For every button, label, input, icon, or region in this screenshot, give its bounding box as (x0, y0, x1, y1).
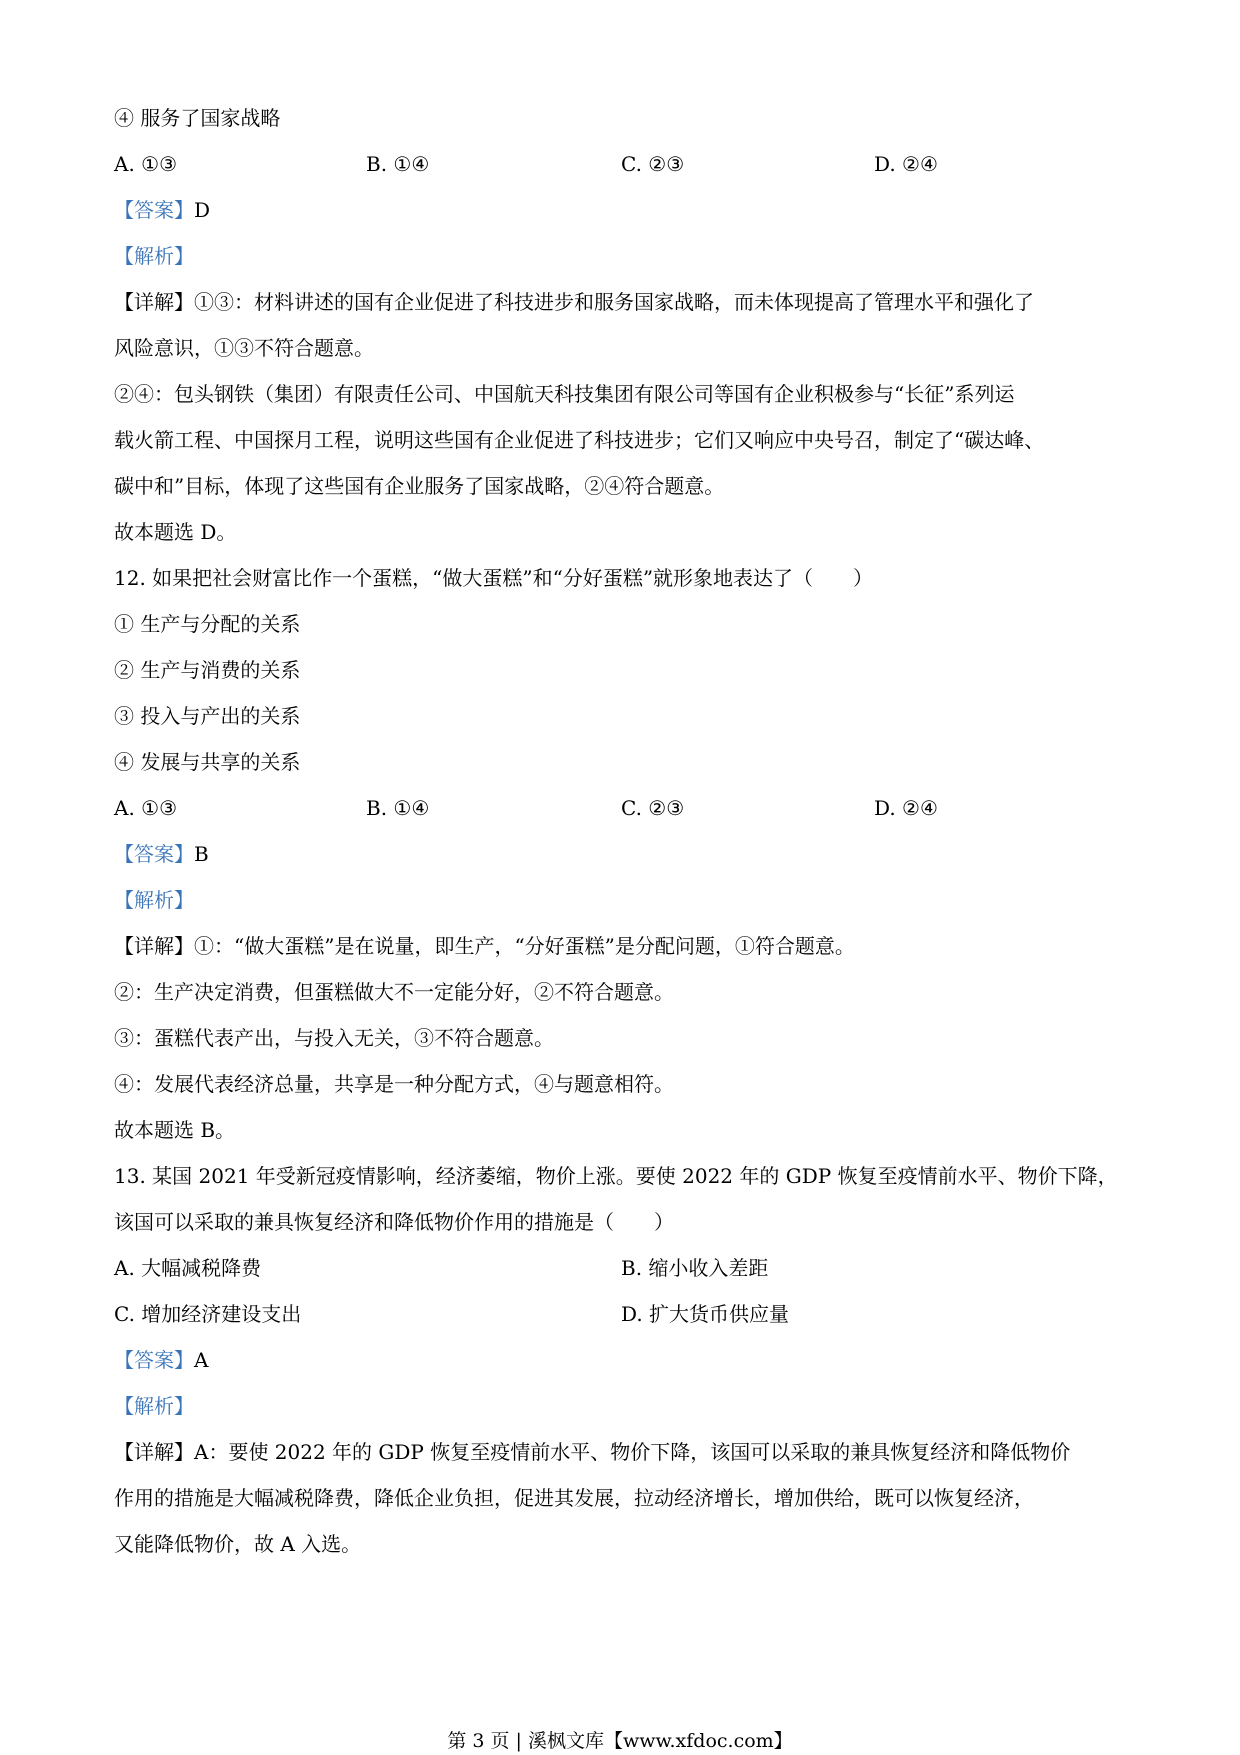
q11-detail-line: 【详解】①③：材料讲述的国有企业促进了科技进步和服务国家战略，而未体现提高了管理水平和强化了 (114, 290, 1034, 314)
q12-option-c: C. ②③ (621, 796, 685, 820)
q12-detail-line: ③：蛋糕代表产出，与投入无关，③不符合题意。 (114, 1026, 554, 1050)
q12-detail-line: 【详解】①：“做大蛋糕”是在说量，即生产，“分好蛋糕”是分配问题，①符合题意。 (114, 934, 855, 958)
q11-item-4: ④ 服务了国家战略 (114, 106, 281, 130)
q12-option-b: B. ①④ (366, 796, 430, 820)
q11-option-d: D. ②④ (874, 152, 938, 176)
answer-tag: 【答案】 (114, 842, 194, 866)
answer-value: B (194, 842, 209, 866)
q12-detail-line: ②：生产决定消费，但蛋糕做大不一定能分好，②不符合题意。 (114, 980, 674, 1004)
q11-detail-line: 碳中和”目标，体现了这些国有企业服务了国家战略，②④符合题意。 (114, 474, 725, 498)
q11-answer (114, 196, 210, 224)
answer-tag: 【答案】 (114, 198, 194, 222)
q12-item-1: ① 生产与分配的关系 (114, 612, 301, 636)
q12-option-d: D. ②④ (874, 796, 938, 820)
q13-detail-line: 作用的措施是大幅减税降费，降低企业负担，促进其发展，拉动经济增长，增加供给，既可以恢复经济， (114, 1486, 1034, 1510)
q13-detail-line: 又能降低物价，故 A 入选。 (114, 1532, 362, 1556)
q13-answer (114, 1346, 208, 1374)
q11-detail-line: ②④：包头钢铁（集团）有限责任公司、中国航天科技集团有限公司等国有企业积极参与“长征”系列运 (114, 382, 1015, 406)
answer-value: A (194, 1348, 209, 1372)
q11-option-a: A. ①③ (114, 152, 178, 176)
q12-item-3: ③ 投入与产出的关系 (114, 704, 301, 728)
q11-detail-line: 载火箭工程、中国探月工程，说明这些国有企业促进了科技进步；它们又响应中央号召，制定了“碳达峰、 (114, 428, 1045, 452)
q13-option-b: B. 缩小收入差距 (621, 1256, 769, 1280)
q13-option-d: D. 扩大货币供应量 (621, 1302, 790, 1326)
q11-option-b: B. ①④ (366, 152, 430, 176)
q11-analysis-tag: 【解析】 (114, 244, 194, 268)
q12-item-4: ④ 发展与共享的关系 (114, 750, 301, 774)
q11-conclusion: 故本题选 D。 (114, 520, 237, 544)
q12-stem: 12. 如果把社会财富比作一个蛋糕，“做大蛋糕”和“分好蛋糕”就形象地表达了（ ） (114, 566, 874, 590)
page-footer: 第 3 页 | 溪枫文库【www.xfdoc.com】 (447, 1730, 793, 1752)
q13-option-c: C. 增加经济建设支出 (114, 1302, 302, 1326)
q11-option-c: C. ②③ (621, 152, 685, 176)
q12-analysis-tag: 【解析】 (114, 888, 194, 912)
q12-conclusion: 故本题选 B。 (114, 1118, 236, 1142)
q13-option-a: A. 大幅减税降费 (114, 1256, 262, 1280)
answer-tag: 【答案】 (114, 1348, 194, 1372)
q12-item-2: ② 生产与消费的关系 (114, 658, 301, 682)
q13-detail-line: 【详解】A：要使 2022 年的 GDP 恢复至疫情前水平、物价下降，该国可以采取的兼具恢复经济和降低物价 (114, 1440, 1071, 1464)
q12-answer (114, 840, 209, 868)
q13-stem: 该国可以采取的兼具恢复经济和降低物价作用的措施是（ ） (114, 1210, 674, 1234)
answer-value: D (194, 198, 211, 222)
q12-option-a: A. ①③ (114, 796, 178, 820)
q11-detail-line: 风险意识，①③不符合题意。 (114, 336, 374, 360)
q13-stem: 13. 某国 2021 年受新冠疫情影响，经济萎缩，物价上涨。要使 2022 年的 GDP 恢复至疫情前水平、物价下降， (114, 1164, 1118, 1188)
q12-detail-line: ④：发展代表经济总量，共享是一种分配方式，④与题意相符。 (114, 1072, 674, 1096)
q13-analysis-tag: 【解析】 (114, 1394, 194, 1418)
